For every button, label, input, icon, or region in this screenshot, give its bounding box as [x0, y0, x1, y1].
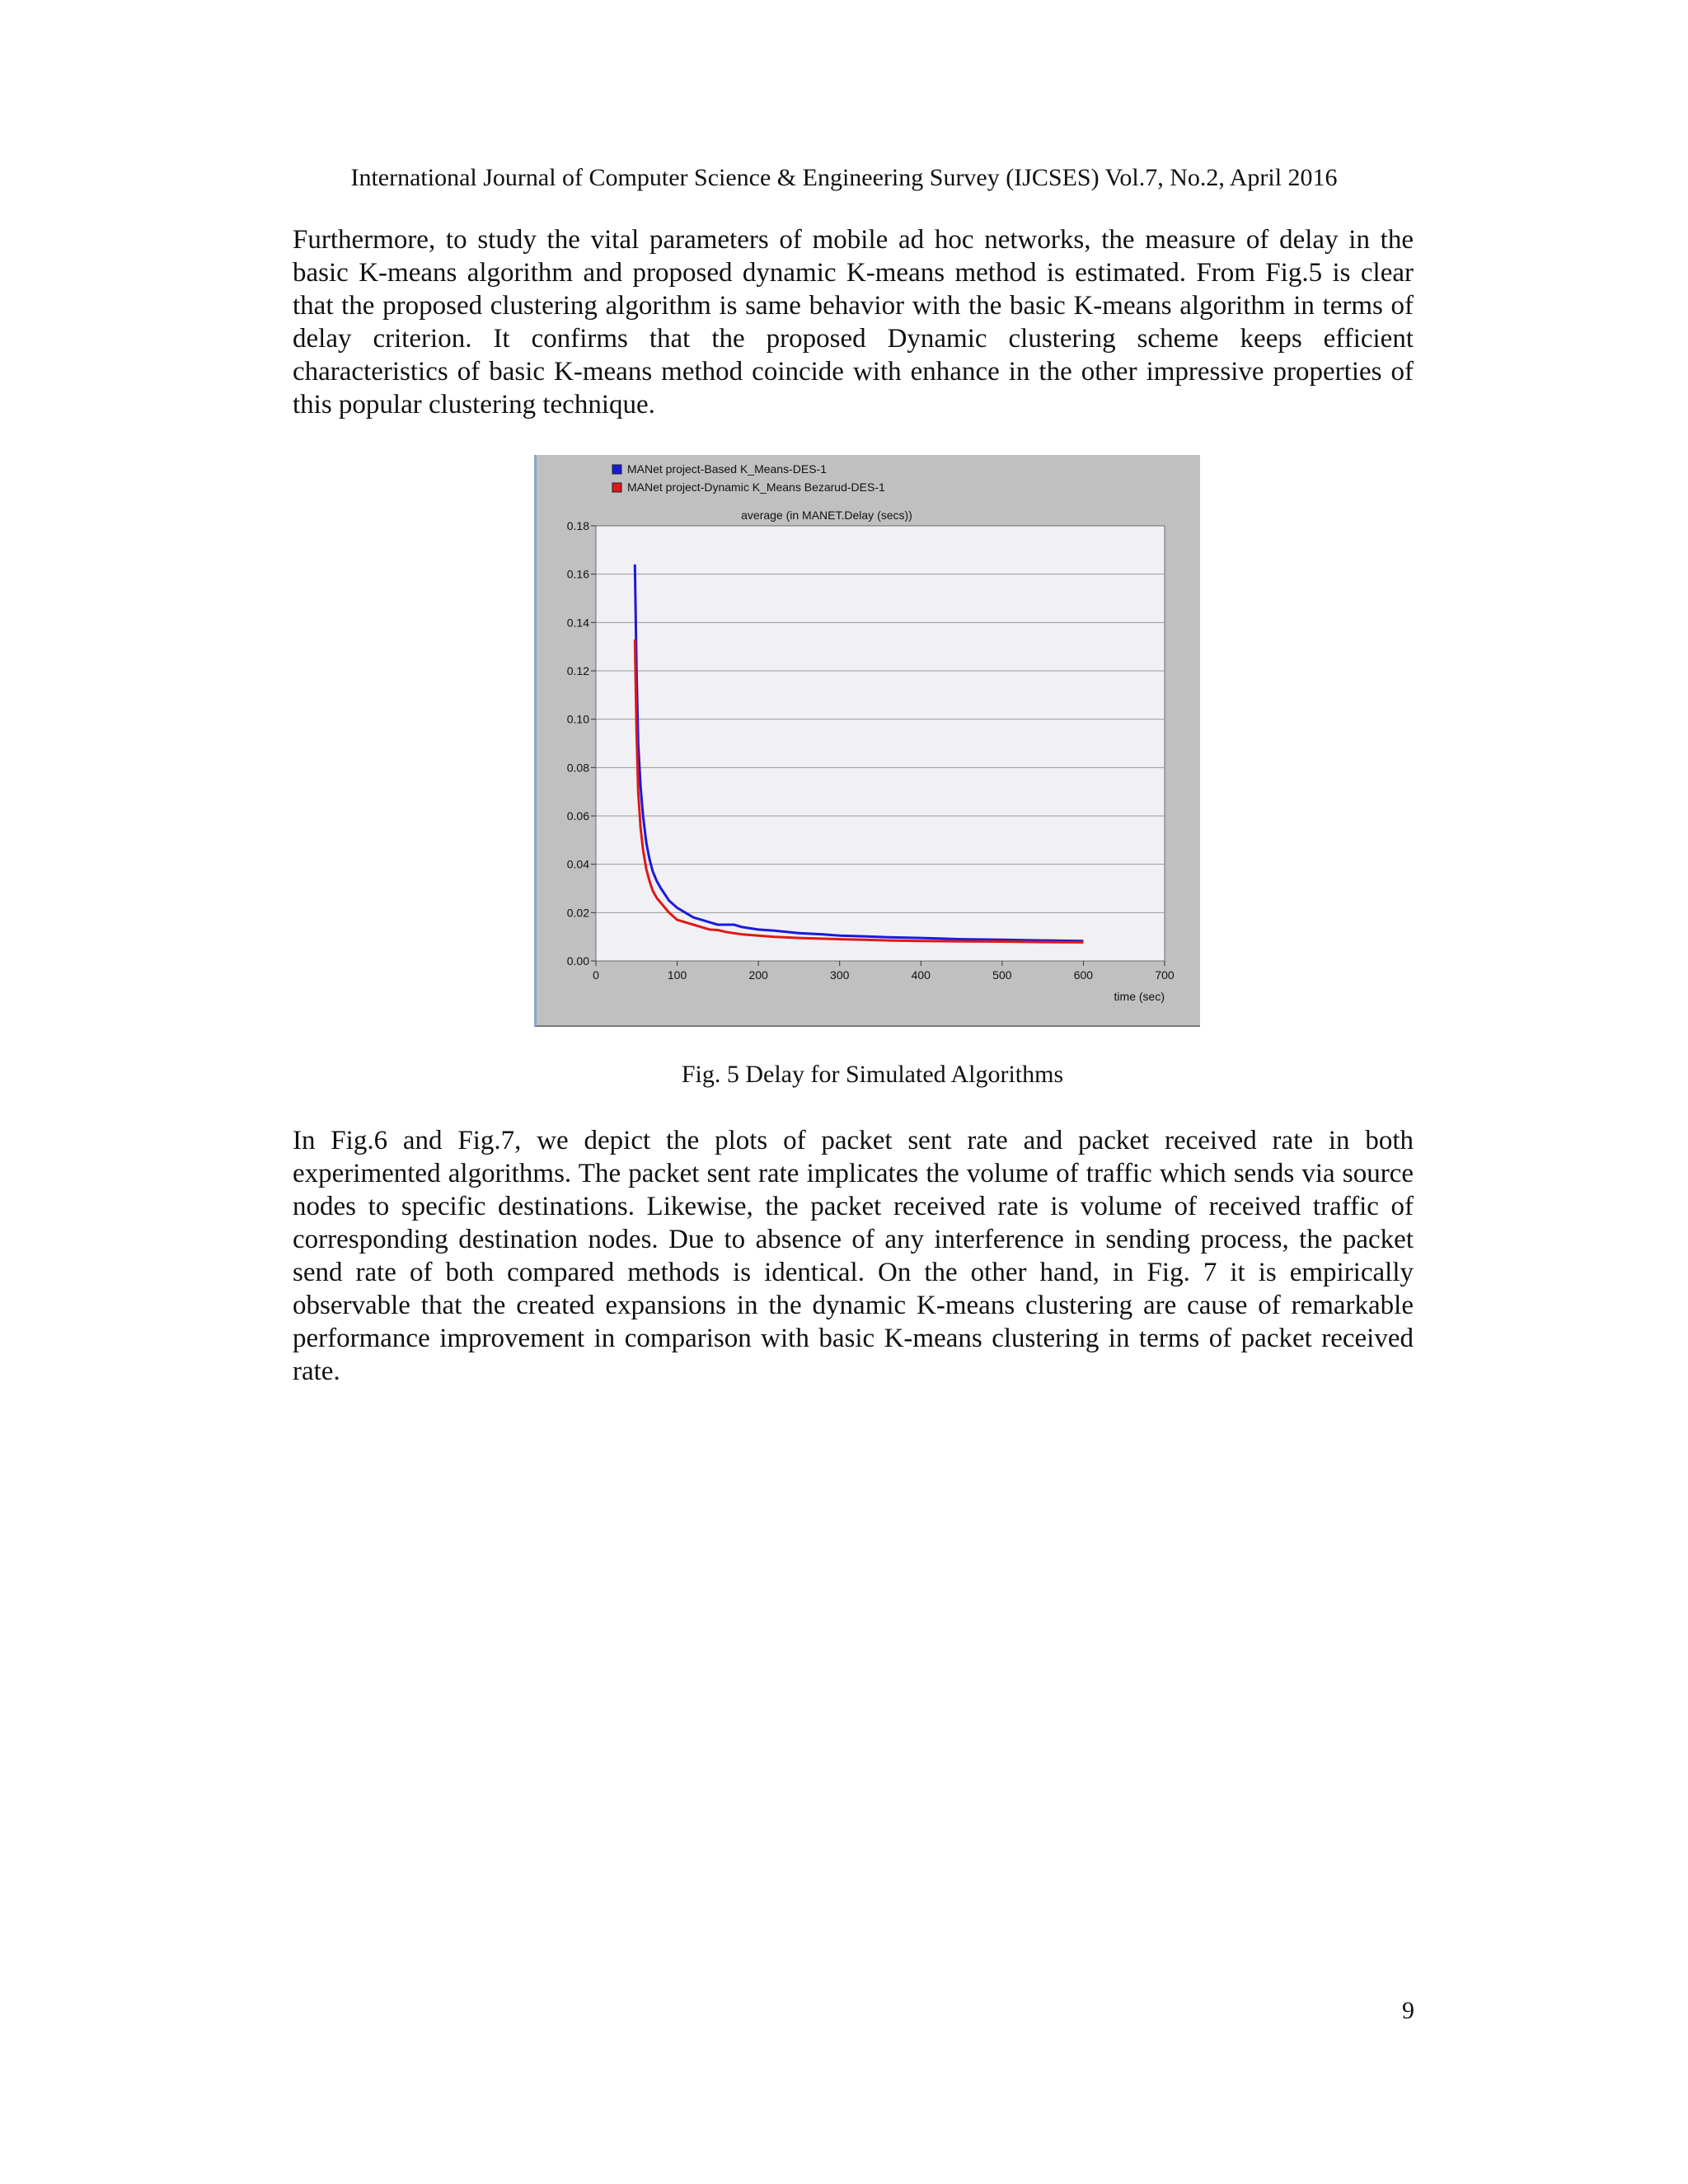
y-tick-label: 0.10: [566, 712, 589, 726]
legend-swatch: [612, 483, 621, 492]
plot-area: [596, 526, 1165, 961]
delay-line-chart: [537, 455, 1200, 1025]
chart-title: average (in MANET.Delay (secs)): [741, 509, 912, 522]
x-tick-label: 600: [1073, 968, 1094, 982]
x-axis-label: time (sec): [1114, 990, 1165, 1003]
legend-label: MANet project-Based K_Means-DES-1: [627, 462, 827, 476]
x-tick-label: 300: [830, 968, 850, 982]
y-tick-label: 0.08: [566, 761, 589, 775]
figure-caption: Fig. 5 Delay for Simulated Algorithms: [681, 1061, 1064, 1088]
page-number: 9: [1402, 1997, 1414, 2024]
y-tick-label: 0.06: [566, 809, 589, 823]
y-tick-label: 0.14: [566, 616, 589, 630]
body-paragraph: In Fig.6 and Fig.7, we depict the plots of packet sent rate and packet received rate in both experimented algorithms. The packet sent rate implicates the volume of traffic which sends via source nodes to specific destinations. Likewise, the packet received rate is volume of received traffic of corresponding destination nodes. Due to absence of any interference in sending process, the packet send rate of both compared methods is identical. On the other hand, in Fig. 7 it is empirically observable that the created expansions in the dynamic K-means clustering are cause of remarkable performance improvement in comparison with basic K-means clustering in terms of packet received rate.: [293, 1126, 1414, 1386]
y-tick-label: 0.18: [566, 519, 589, 532]
x-tick-label: 0: [593, 968, 599, 982]
legend-label: MANet project-Dynamic K_Means Bezarud-DES-1: [627, 480, 885, 494]
figure-5-chart: [534, 455, 1200, 1027]
x-tick-label: 700: [1155, 968, 1175, 982]
y-tick-label: 0.12: [566, 664, 589, 677]
x-tick-label: 400: [911, 968, 931, 982]
x-tick-label: 500: [992, 968, 1012, 982]
y-tick-label: 0.16: [566, 567, 589, 581]
y-tick-label: 0.02: [566, 906, 589, 920]
running-header: International Journal of Computer Science & Engineering Survey (IJCSES) Vol.7, No.2, April 2016: [350, 164, 1338, 191]
legend-swatch: [612, 465, 621, 474]
x-tick-label: 200: [748, 968, 768, 982]
y-tick-label: 0.04: [566, 857, 589, 871]
x-tick-label: 100: [667, 968, 687, 982]
body-paragraph: Furthermore, to study the vital parameters of mobile ad hoc networks, the measure of delay in the basic K-means algorithm and proposed dynamic K-means method is estimated. From Fig.5 is clear that the proposed clustering algorithm is same behavior with the basic K-means algorithm in terms of delay criterion. It confirms that the proposed Dynamic clustering scheme keeps efficient characteristics of basic K-means method coincide with enhance in the other impressive properties of this popular clustering technique.: [293, 225, 1414, 419]
chart-legend: [612, 462, 885, 494]
y-tick-label: 0.00: [566, 954, 589, 968]
